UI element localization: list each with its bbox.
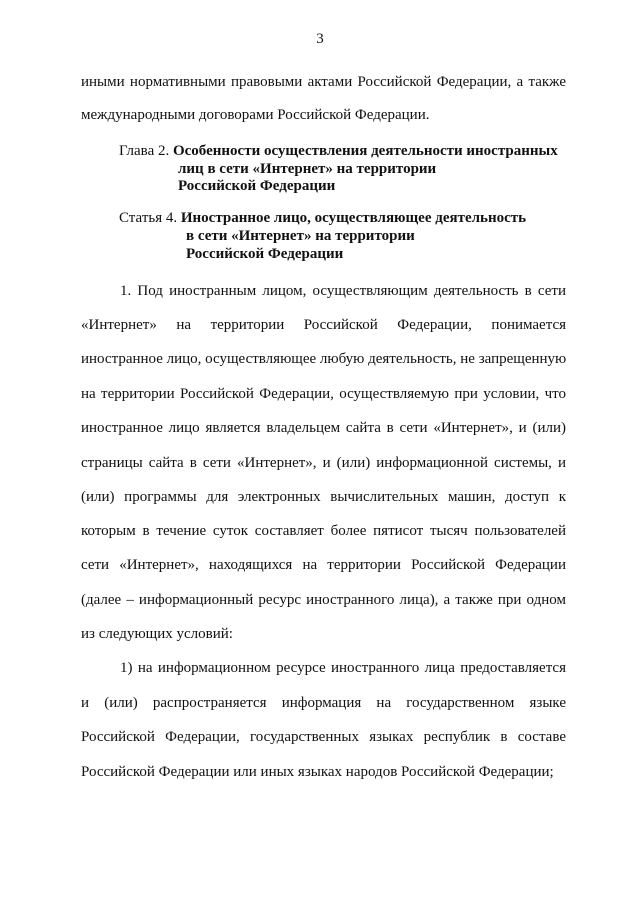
paragraph-line: «Интернет» на территории Российской Федерации, понимается: [81, 317, 566, 333]
paragraph-line: иностранное лицо, осуществляющее любую деятельность, не запрещенную: [81, 351, 567, 367]
article-title-line: Российской Федерации: [186, 246, 344, 262]
paragraph-line: страницы сайта в сети «Интернет», и (или) информационной системы, и: [81, 455, 566, 471]
subpoint-line: Российской Федерации, государственных языках республик в составе: [81, 729, 566, 745]
chapter-title-line: Особенности осуществления деятельности иностранных: [172, 143, 558, 159]
paragraph-line: иностранное лицо является владельцем сайта в сети «Интернет», и (или): [81, 420, 566, 436]
paragraph-line: сети «Интернет», находящихся на территории Российской Федерации: [81, 557, 566, 573]
chapter-title-line: Российской Федерации: [178, 178, 336, 194]
article-heading: [119, 209, 526, 227]
paragraph-line: (далее – информационный ресурс иностранного лица), а также при одном: [81, 592, 566, 608]
chapter-label: Глава 2.: [119, 143, 170, 159]
intro-line: иными нормативными правовыми актами Российской Федерации, а также: [81, 74, 566, 90]
article-title-line: Иностранное лицо, осуществляющее деятельность: [180, 210, 527, 226]
paragraph-line: 1. Под иностранным лицом, осуществляющим деятельность в сети: [120, 283, 566, 299]
intro-line: международными договорами Российской Федерации.: [81, 107, 430, 123]
chapter-title-line: лиц в сети «Интернет» на территории: [178, 161, 437, 177]
chapter-heading: [119, 142, 558, 160]
subpoint-line: Российской Федерации или иных языках народов Российской Федерации;: [81, 764, 554, 780]
paragraph-line: которым в течение суток составляет более пятисот тысяч пользователей: [81, 523, 566, 539]
subpoint-line: 1) на информационном ресурсе иностранного лица предоставляется: [120, 660, 566, 676]
paragraph-line: (или) программы для электронных вычислительных машин, доступ к: [81, 489, 566, 505]
paragraph-line: на территории Российской Федерации, осуществляемую при условии, что: [81, 386, 566, 402]
article-title-line: в сети «Интернет» на территории: [186, 228, 415, 244]
page-number: 3: [316, 31, 324, 47]
article-label: Статья 4.: [119, 210, 178, 226]
subpoint-line: и (или) распространяется информация на государственном языке: [81, 695, 566, 711]
paragraph-line: из следующих условий:: [81, 626, 233, 642]
